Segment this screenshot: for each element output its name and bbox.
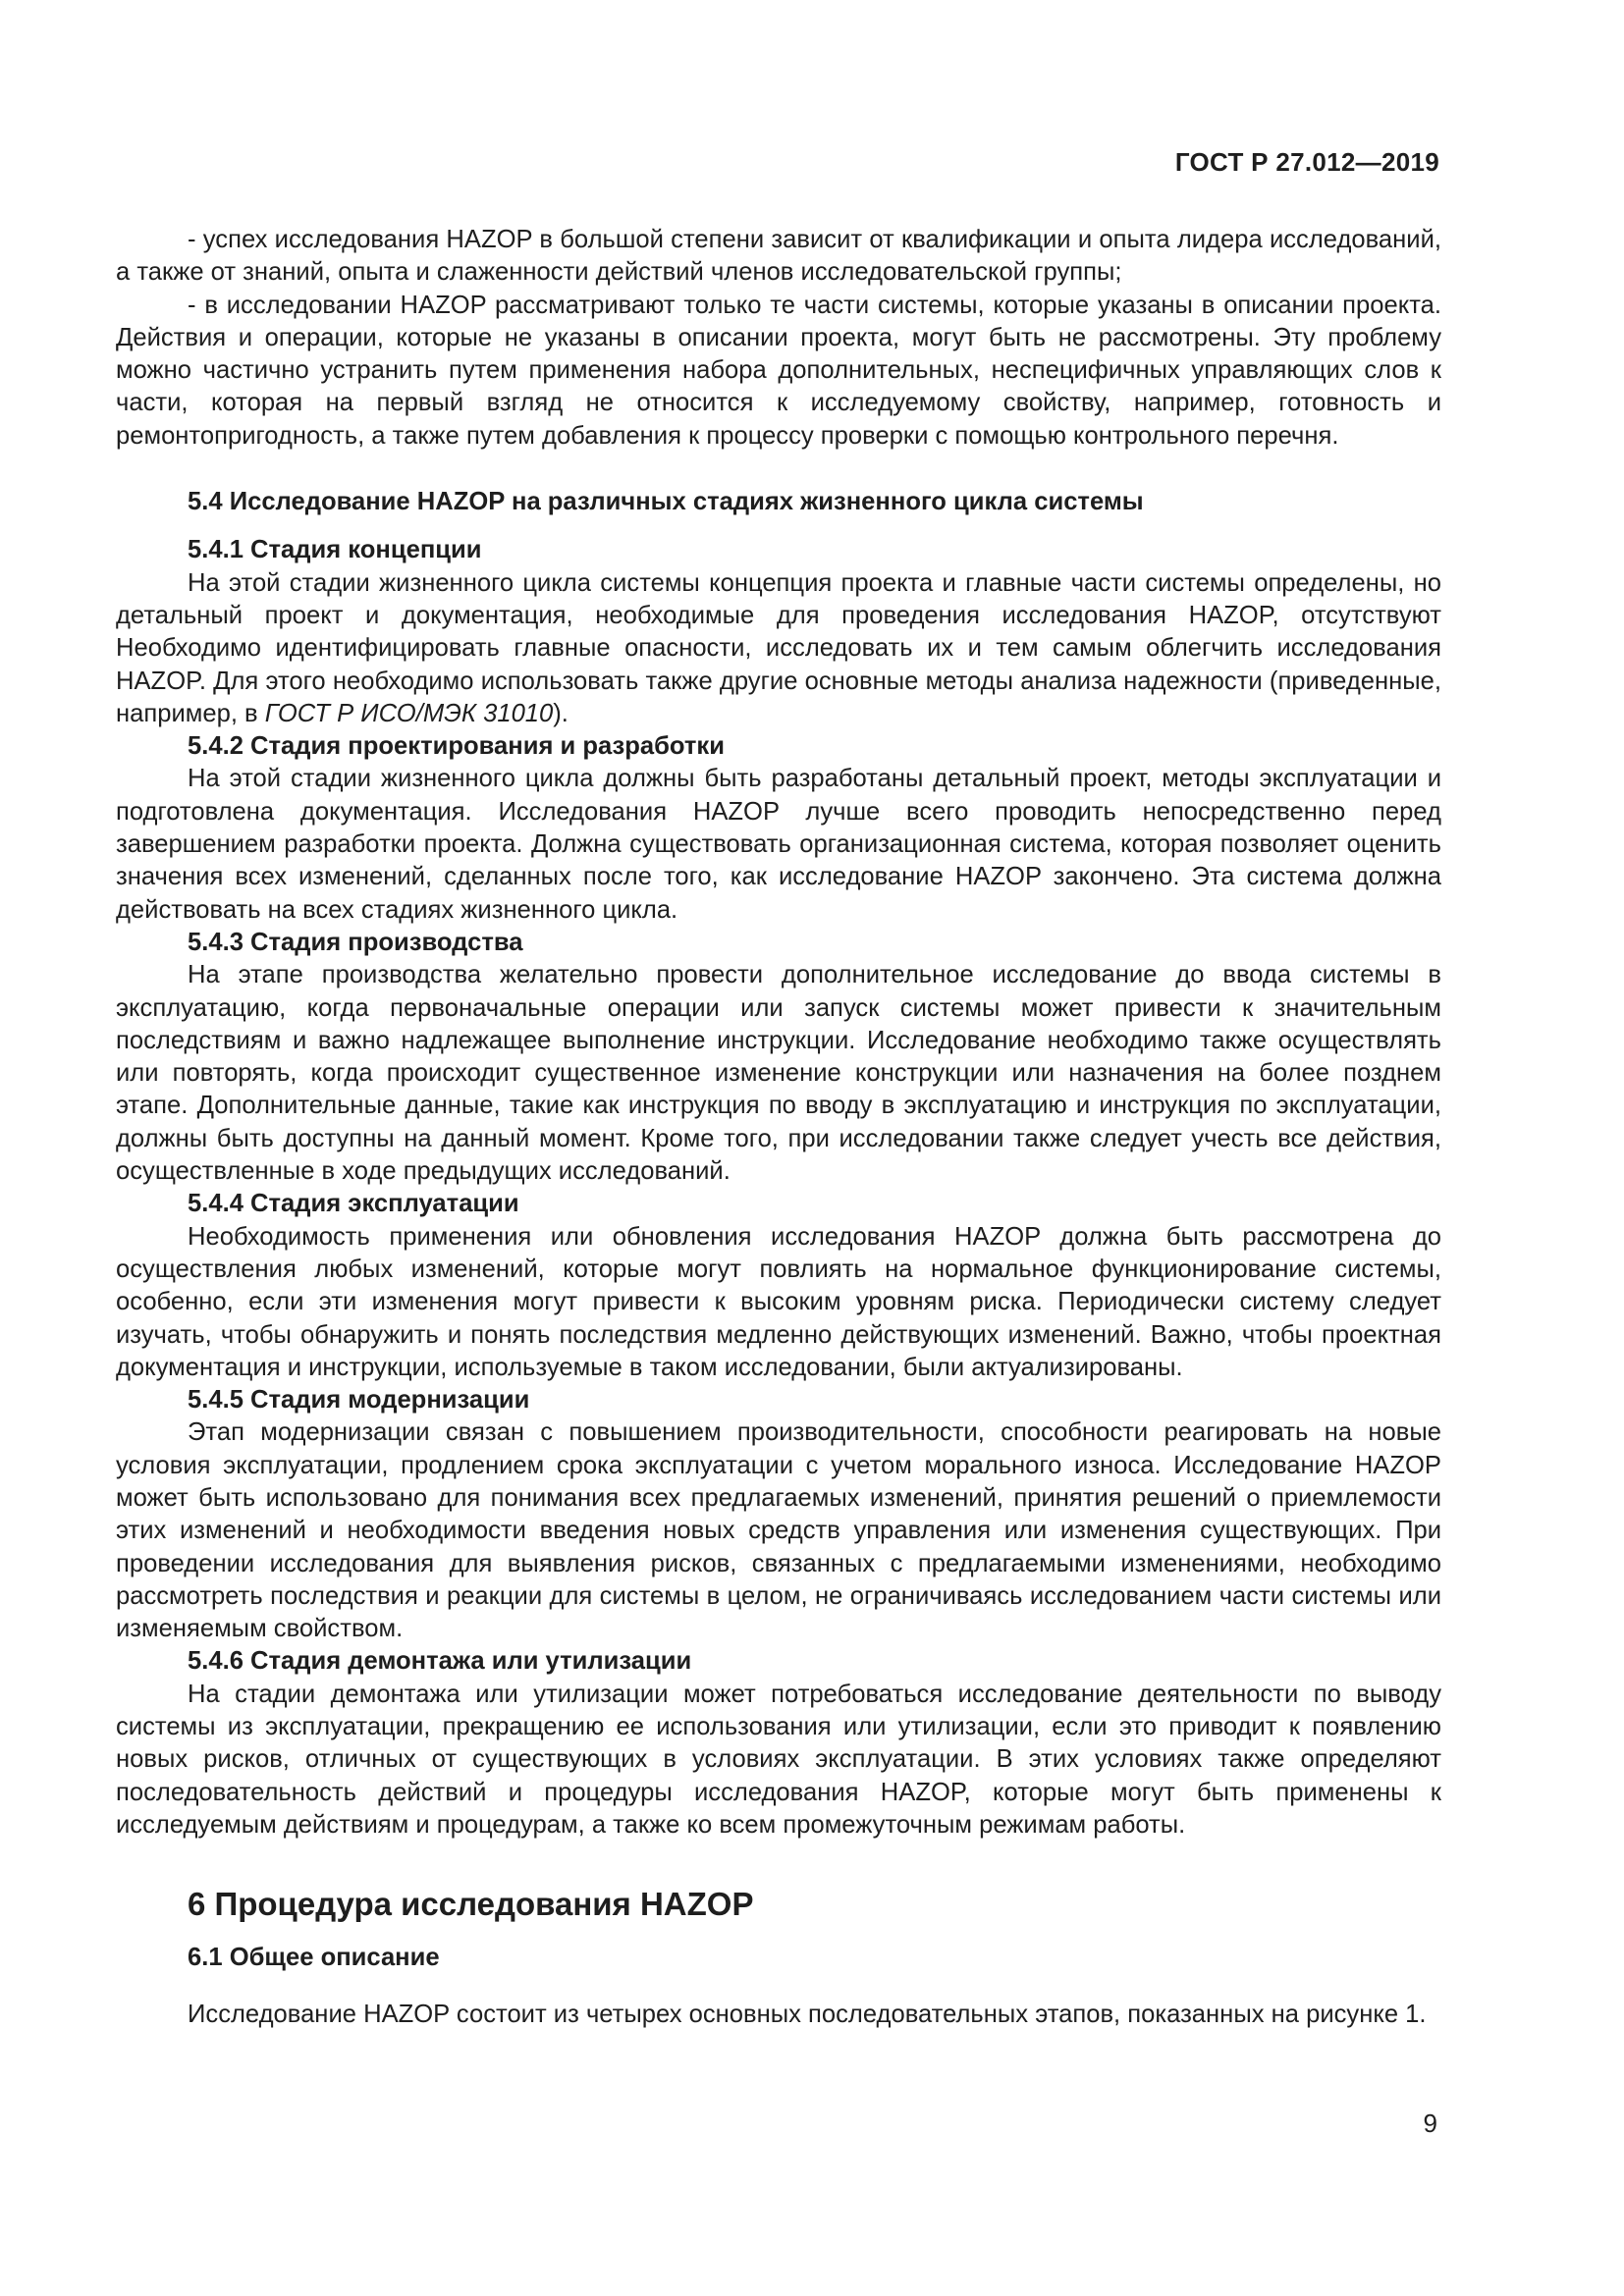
section-5-4-1-text-b: ). [553, 699, 568, 727]
section-5-4-4-text: Необходимость применения или обновления исследования HAZOP должна быть рассмотрена до осуществления любых изменений, которые могут повлиять на нормальное функционирование системы, особенно, если эти изменения могут привести к высоким уровням риска. Периодически систему следует изучать, чтобы обнаружить и понять последствия медленно действующих изменений. Важно, чтобы проектная документация и инструкции, используемые в таком исследовании, были актуализированы. [116, 1222, 1441, 1381]
intro-paragraph-1: - успех исследования HAZOP в большой степени зависит от квалификации и опыта лидера исследований, а также от знаний, опыта и слаженности действий членов исследовательской группы; [116, 226, 1441, 287]
section-5-4-6-text: На стадии демонтажа или утилизации может потребоваться исследование деятельности по выводу системы из эксплуатации, прекращению ее использования или утилизации, если это приводит к появлению новых рисков, отличных от существующих в условиях эксплуатации. В этих условиях также определяют последовательность действий и процедуры исследования HAZOP, которые могут быть применены к исследуемым действиям и процедурам, а также ко всем промежуточным режимам работы. [116, 1680, 1441, 1839]
section-5-4-6-title: 5.4.6 Стадия демонтажа или утилизации [188, 1647, 692, 1676]
section-5-4-1-title: 5.4.1 Стадия концепции [188, 536, 482, 564]
section-6-1-text: Исследование HAZOP состоит из четырех основных последовательных этапов, показанных на рисунке 1. [188, 2000, 1427, 2028]
section-5-4-5-title: 5.4.5 Стадия модернизации [188, 1386, 530, 1415]
section-6-1-title: 6.1 Общее описание [188, 1944, 440, 1972]
section-5-4-4-title: 5.4.4 Стадия эксплуатации [188, 1190, 519, 1218]
section-5-4-1-text [116, 567, 1441, 730]
section-5-4-5-text: Этап модернизации связан с повышением производительности, способности реагировать на новые условия эксплуатации, продлением срока эксплуатации с учетом морального износа. Исследование HAZOP может быть использовано для понимания всех предлагаемых изменений, принятия решений о приемлемости этих изменений и необходимости введения новых средств управления или изменения существующих. При проведении исследования для выявления рисков, связанных с предлагаемыми изменениями, необходимо рассмотреть последствия и реакции для системы в целом, не ограничиваясь исследованием части системы или изменяемым свойством. [116, 1418, 1441, 1643]
section-5-4-title: 5.4 Исследование HAZOP на различных стадиях жизненного цикла системы [188, 488, 1144, 516]
page-number: 9 [1423, 2109, 1437, 2138]
section-5-4-2-title: 5.4.2 Стадия проектирования и разработки [188, 732, 725, 761]
section-6-title: 6 Процедура исследования HAZOP [188, 1886, 754, 1923]
section-5-4-3-text: На этапе производства желательно провести дополнительное исследование до ввода системы в эксплуатацию, когда первоначальные операции или запуск системы может привести к значительным последствиям и важно надлежащее выполнение инструкции. Исследование необходимо также осуществлять или повторять, когда происходит существенное изменение конструкции или назначения на более позднем этапе. Дополнительные данные, такие как инструкция по вводу в эксплуатацию и инструкция по эксплуатации, должны быть доступны на данный момент. Кроме того, при исследовании также следует учесть все действия, осуществленные в ходе предыдущих исследований. [116, 961, 1441, 1186]
page-content [116, 224, 1441, 2031]
standard-reference: ГОСТ Р ИСО/МЭК 31010 [264, 699, 554, 727]
section-5-4-2-text: На этой стадии жизненного цикла должны быть разработаны детальный проект, методы эксплуатации и подготовлена документация. Исследования HAZOP лучше всего проводить непосредственно перед завершением разработки проекта. Должна существовать организационная система, которая позволяет оценить значения всех изменений, сделанных после того, как исследование HAZOP закончено. Эта система должна действовать на всех стадиях жизненного цикла. [116, 765, 1441, 924]
document-code: ГОСТ Р 27.012—2019 [1174, 147, 1439, 177]
section-5-4-1-text-a: На этой стадии жизненного цикла системы концепция проекта и главные части системы определены, но детальный проект и документация, необходимые для проведения исследования HAZOP, отсутствуют Необходимо идентифицировать главные опасности, исследовать их и тем самым облегчить исследования HAZOP. Для этого необходимо использовать также другие основные методы анализа надежности (приведенные, например, в [116, 568, 1441, 727]
intro-paragraph-2: - в исследовании HAZOP рассматривают только те части системы, которые указаны в описании проекта. Действия и операции, которые не указаны в описании проекта, могут быть не рассмотрены. Эту проблему можно частично устранить путем применения набора дополнительных, неспецифичных управляющих слов к части, которая на первый взгляд не относится к исследуемому свойству, например, готовность и ремонтопригодность, а также путем добавления к процессу проверки с помощью контрольного перечня. [116, 291, 1441, 450]
section-5-4-3-title: 5.4.3 Стадия производства [188, 928, 523, 956]
